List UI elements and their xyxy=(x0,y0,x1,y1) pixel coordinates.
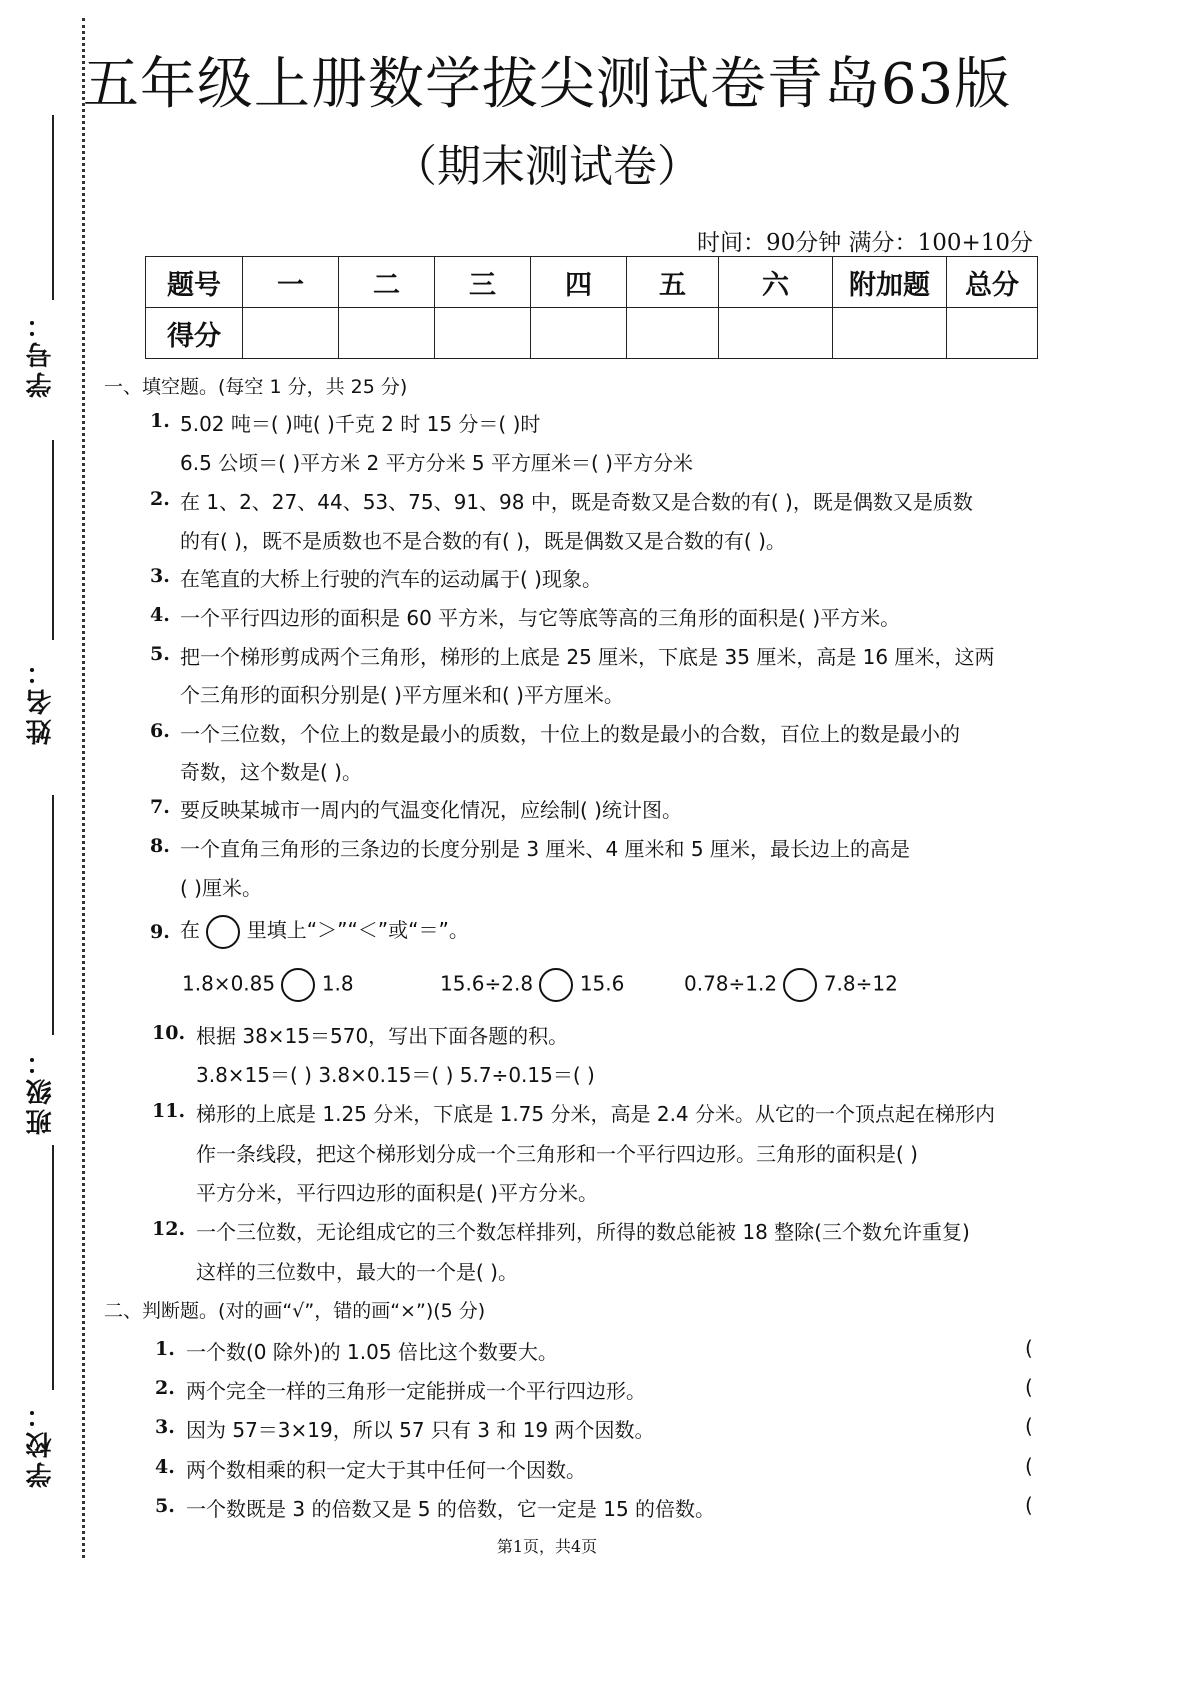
q6-line2: 奇数，这个数是( )。 xyxy=(180,760,362,784)
score-head-cell: 附加题 xyxy=(833,257,947,308)
time-info: 时间：90分钟 满分：100+10分 xyxy=(696,230,1033,256)
q1-line2: 6.5 公顷＝( )平方米 2 平方分米 5 平方厘米＝( )平方分米 xyxy=(180,451,693,475)
q7-line1: 要反映某城市一周内的气温变化情况，应绘制( )统计图。 xyxy=(180,798,682,822)
q12-line2: 这样的三位数中，最大的一个是( )。 xyxy=(196,1260,518,1284)
class-label: 班级： xyxy=(26,1045,56,1135)
score-head-cell: 三 xyxy=(435,257,531,308)
compare-circle[interactable] xyxy=(281,968,315,1002)
score-value-row xyxy=(146,308,1038,359)
question-number: 11. xyxy=(152,1100,186,1122)
q4-line1: 一个平行四边形的面积是 60 平方米，与它等底等高的三角形的面积是( )平方米。 xyxy=(180,606,901,630)
answer-paren[interactable]: ( xyxy=(1025,1414,1033,1438)
question-number: 6. xyxy=(150,720,170,742)
binding-dotted-line xyxy=(82,18,85,1558)
question-number: 2. xyxy=(150,488,170,510)
score-row-label: 得分 xyxy=(146,308,243,359)
question-number: 3. xyxy=(155,1416,175,1438)
judge-item: 一个数既是 3 的倍数又是 5 的倍数，它一定是 15 的倍数。 xyxy=(186,1497,716,1521)
q9-expr-left: 15.6÷2.8 xyxy=(440,971,534,996)
q2-line2: 的有( )，既不是质数也不是合数的有( )，既是偶数又是合数的有( )。 xyxy=(180,529,786,553)
q9-expr-left: 1.8×0.85 xyxy=(182,971,276,996)
q9-text-a: 在 xyxy=(180,918,200,942)
q9-expr-2 xyxy=(440,968,624,1002)
question-number: 4. xyxy=(150,604,170,626)
name-line xyxy=(52,440,54,640)
q9-expr-1 xyxy=(182,968,354,1002)
score-head-cell: 四 xyxy=(531,257,627,308)
score-cell[interactable] xyxy=(435,308,531,359)
q9-expr-3 xyxy=(684,968,898,1002)
q8-line1: 一个直角三角形的三条边的长度分别是 3 厘米、4 厘米和 5 厘米，最长边上的高是 xyxy=(180,837,910,861)
q8-line2: ( )厘米。 xyxy=(180,876,262,900)
question-number: 3. xyxy=(150,565,170,587)
score-header-row xyxy=(146,257,1038,308)
q3-line1: 在笔直的大桥上行驶的汽车的运动属于( )现象。 xyxy=(180,567,602,591)
score-head-cell: 二 xyxy=(339,257,435,308)
question-number: 5. xyxy=(155,1495,175,1517)
question-number: 4. xyxy=(155,1456,175,1478)
name-label: 姓名： xyxy=(26,655,56,745)
score-cell[interactable] xyxy=(627,308,719,359)
student-no-label: 学号： xyxy=(26,308,56,398)
q5-line1: 把一个梯形剪成两个三角形，梯形的上底是 25 厘米，下底是 35 厘米，高是 16 厘米，这两 xyxy=(180,645,995,669)
question-number: 5. xyxy=(150,643,170,665)
score-cell[interactable] xyxy=(833,308,947,359)
question-number: 8. xyxy=(150,835,170,857)
score-head-cell: 六 xyxy=(719,257,833,308)
q9-text-b: 里填上“＞”“＜”或“＝”。 xyxy=(246,918,469,942)
q2-line1: 在 1、2、27、44、53、75、91、98 中，既是奇数又是合数的有( )，既是偶数又是质数 xyxy=(180,490,973,514)
q11-line2: 作一条线段，把这个梯形划分成一个三角形和一个平行四边形。三角形的面积是( ) xyxy=(196,1142,918,1166)
q6-line1: 一个三位数，个位上的数是最小的质数，十位上的数是最小的合数，百位上的数是最小的 xyxy=(180,722,960,746)
section1-title: 一、填空题。(每空 1 分，共 25 分) xyxy=(104,376,408,398)
judge-item: 两个完全一样的三角形一定能拼成一个平行四边形。 xyxy=(186,1379,646,1403)
q9-expr-left: 0.78÷1.2 xyxy=(684,971,778,996)
q11-line3: 平方分米，平行四边形的面积是( )平方分米。 xyxy=(196,1181,598,1205)
page-title: 五年级上册数学拔尖测试卷青岛63版 xyxy=(82,52,1012,117)
score-head-cell: 五 xyxy=(627,257,719,308)
q5-line2: 个三角形的面积分别是( )平方厘米和( )平方厘米。 xyxy=(180,683,624,707)
q11-line1: 梯形的上底是 1.25 分米，下底是 1.75 分米，高是 2.4 分米。从它的一个顶点起在梯形内 xyxy=(196,1102,996,1126)
page-footer: 第1页，共4页 xyxy=(496,1537,598,1556)
score-table xyxy=(145,256,1038,359)
q1-line1: 5.02 吨＝( )吨( )千克 2 时 15 分＝( )时 xyxy=(180,412,541,436)
q10-line1: 根据 38×15＝570，写出下面各题的积。 xyxy=(196,1024,569,1048)
school-line xyxy=(52,1145,54,1390)
score-head-cell: 题号 xyxy=(146,257,243,308)
score-head-cell: 总分 xyxy=(947,257,1038,308)
judge-item: 两个数相乘的积一定大于其中任何一个因数。 xyxy=(186,1458,586,1482)
q9-instruction xyxy=(180,914,469,949)
q9-expr-right: 7.8÷12 xyxy=(823,971,898,996)
section2-title: 二、判断题。(对的画“√”，错的画“×”)(5 分) xyxy=(104,1300,486,1322)
question-number: 7. xyxy=(150,796,170,818)
question-number: 12. xyxy=(152,1218,186,1240)
class-line xyxy=(52,795,54,1035)
question-number: 1. xyxy=(150,410,170,432)
score-cell[interactable] xyxy=(947,308,1038,359)
score-head-cell: 一 xyxy=(243,257,339,308)
school-label: 学校： xyxy=(26,1398,56,1488)
score-cell[interactable] xyxy=(531,308,627,359)
q9-expr-right: 1.8 xyxy=(321,971,354,996)
judge-item: 因为 57＝3×19，所以 57 只有 3 和 19 两个因数。 xyxy=(186,1418,655,1442)
q9-expr-right: 15.6 xyxy=(579,971,625,996)
page-subtitle: （期末测试卷） xyxy=(393,141,701,192)
score-cell[interactable] xyxy=(719,308,833,359)
q10-line2: 3.8×15＝( ) 3.8×0.15＝( ) 5.7÷0.15＝( ) xyxy=(196,1063,595,1087)
score-cell[interactable] xyxy=(243,308,339,359)
compare-circle[interactable] xyxy=(539,968,573,1002)
question-number: 1. xyxy=(155,1338,175,1360)
answer-paren[interactable]: ( xyxy=(1025,1375,1033,1399)
question-number: 9. xyxy=(150,921,170,943)
answer-paren[interactable]: ( xyxy=(1025,1454,1033,1478)
judge-item: 一个数(0 除外)的 1.05 倍比这个数要大。 xyxy=(186,1340,558,1364)
q12-line1: 一个三位数，无论组成它的三个数怎样排列，所得的数总能被 18 整除(三个数允许重复) xyxy=(196,1220,970,1244)
question-number: 10. xyxy=(152,1022,186,1044)
compare-circle[interactable] xyxy=(783,968,817,1002)
score-cell[interactable] xyxy=(339,308,435,359)
answer-paren[interactable]: ( xyxy=(1025,1336,1033,1360)
answer-paren[interactable]: ( xyxy=(1025,1493,1033,1517)
question-number: 2. xyxy=(155,1377,175,1399)
circle-blank-icon xyxy=(206,915,240,949)
